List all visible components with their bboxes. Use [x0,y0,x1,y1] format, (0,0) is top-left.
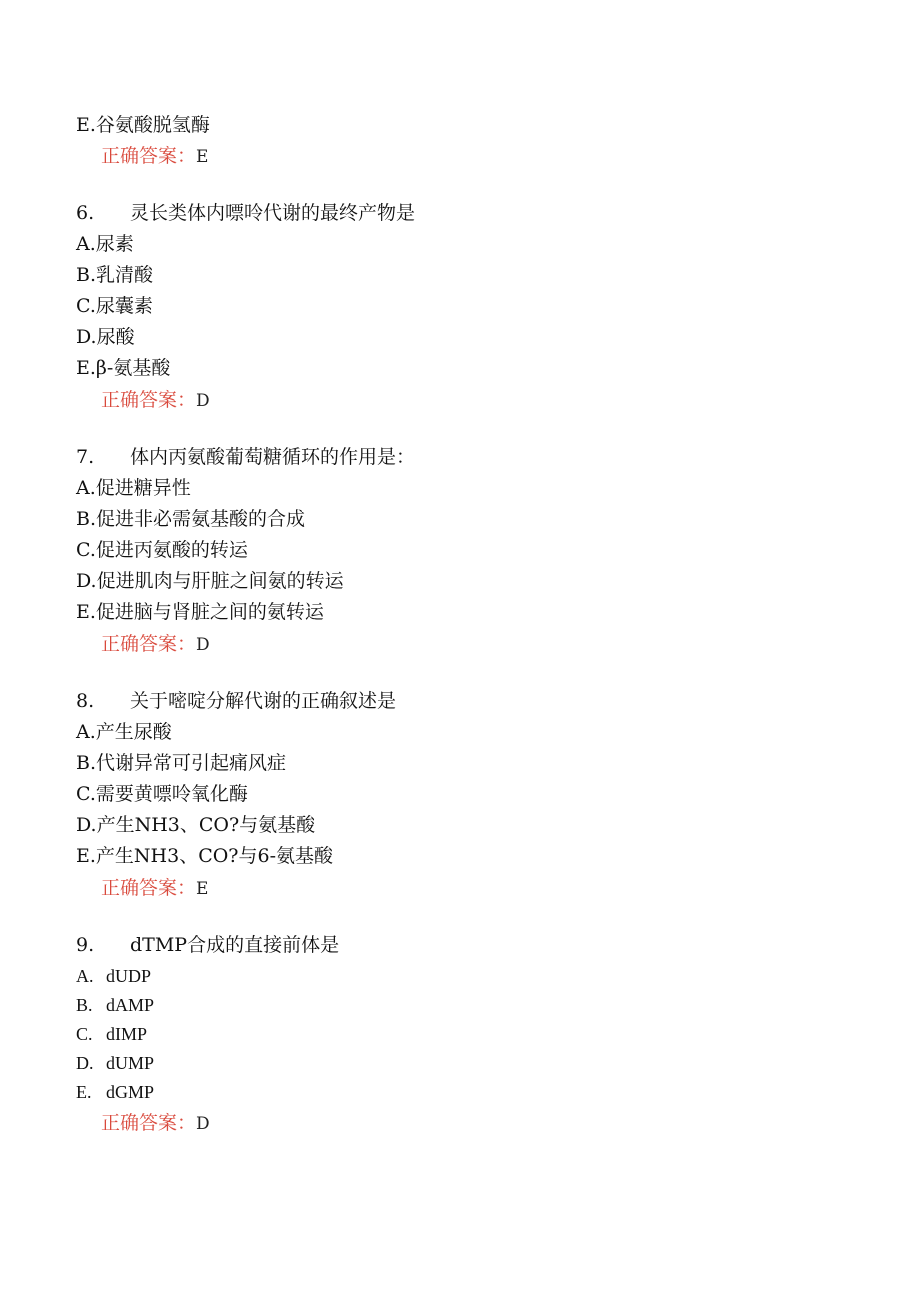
question-7-stem [76,444,415,470]
answer-value: D [196,1114,210,1134]
question-9-option-d [76,1050,154,1076]
question-9-answer [101,1110,210,1137]
question-text: 灵长类体内嘌呤代谢的最终产物是 [130,202,416,224]
option-letter: D. [76,1053,94,1073]
question-number: 9. [76,934,95,956]
question-8-option-b: B.代谢异常可引起痛风症 [76,752,287,774]
question-8-answer [101,875,208,902]
option-text: dUMP [106,1053,155,1073]
answer-value: D [196,635,210,655]
question-7-option-e: E.促进脑与肾脏之间的氨转运 [76,601,324,623]
question-number: 8. [76,690,95,712]
question-8-stem [76,688,396,714]
question-text: dTMP合成的直接前体是 [130,934,340,956]
question-7-option-d: D.促进肌肉与肝脏之间氨的转运 [76,570,344,592]
question-8-option-e: E.产生NH3、CO?与6-氨基酸 [76,845,334,867]
question-text: 关于嘧啶分解代谢的正确叙述是 [130,690,397,712]
question-9-stem [76,932,339,958]
question-9-option-c [76,1021,147,1047]
question-6-option-d: D.尿酸 [76,326,135,348]
option-text: dAMP [106,995,155,1015]
option-letter: E. [76,1082,92,1102]
option-letter: A. [76,966,94,986]
option-text: dGMP [106,1082,155,1102]
prev-answer [101,143,208,170]
answer-label: 正确答案： [101,1112,197,1134]
question-7-answer [101,631,210,658]
question-number: 7. [76,446,95,468]
answer-label: 正确答案： [101,389,197,411]
question-6-option-a: A.尿素 [76,233,134,255]
question-6-option-c: C.尿囊素 [76,295,153,317]
answer-value: E [196,147,209,167]
question-9-option-e [76,1079,154,1105]
option-letter: B. [76,995,93,1015]
question-9-option-a [76,963,151,989]
answer-value: E [196,879,209,899]
question-6-stem [76,200,415,226]
question-6-option-e: E.β-氨基酸 [76,357,171,379]
option-text: dIMP [106,1024,148,1044]
answer-label: 正确答案： [101,633,197,655]
prev-option-e: E.谷氨酸脱氢酶 [76,114,210,136]
question-6-answer [101,387,210,414]
answer-value: D [196,391,210,411]
question-8-option-d: D.产生NH3、CO?与氨基酸 [76,814,316,836]
answer-label: 正确答案： [101,145,197,167]
option-letter: C. [76,1024,93,1044]
question-8-option-a: A.产生尿酸 [76,721,172,743]
question-6-option-b: B.乳清酸 [76,264,154,286]
question-7-option-c: C.促进丙氨酸的转运 [76,539,248,561]
answer-label: 正确答案： [101,877,197,899]
question-text: 体内丙氨酸葡萄糖循环的作用是： [130,446,416,468]
question-9-option-b [76,992,154,1018]
question-number: 6. [76,202,95,224]
question-7-option-a: A.促进糖异性 [76,477,191,499]
question-7-option-b: B.促进非必需氨基酸的合成 [76,508,306,530]
option-text: dUDP [106,966,152,986]
question-8-option-c: C.需要黄嘌呤氧化酶 [76,783,248,805]
